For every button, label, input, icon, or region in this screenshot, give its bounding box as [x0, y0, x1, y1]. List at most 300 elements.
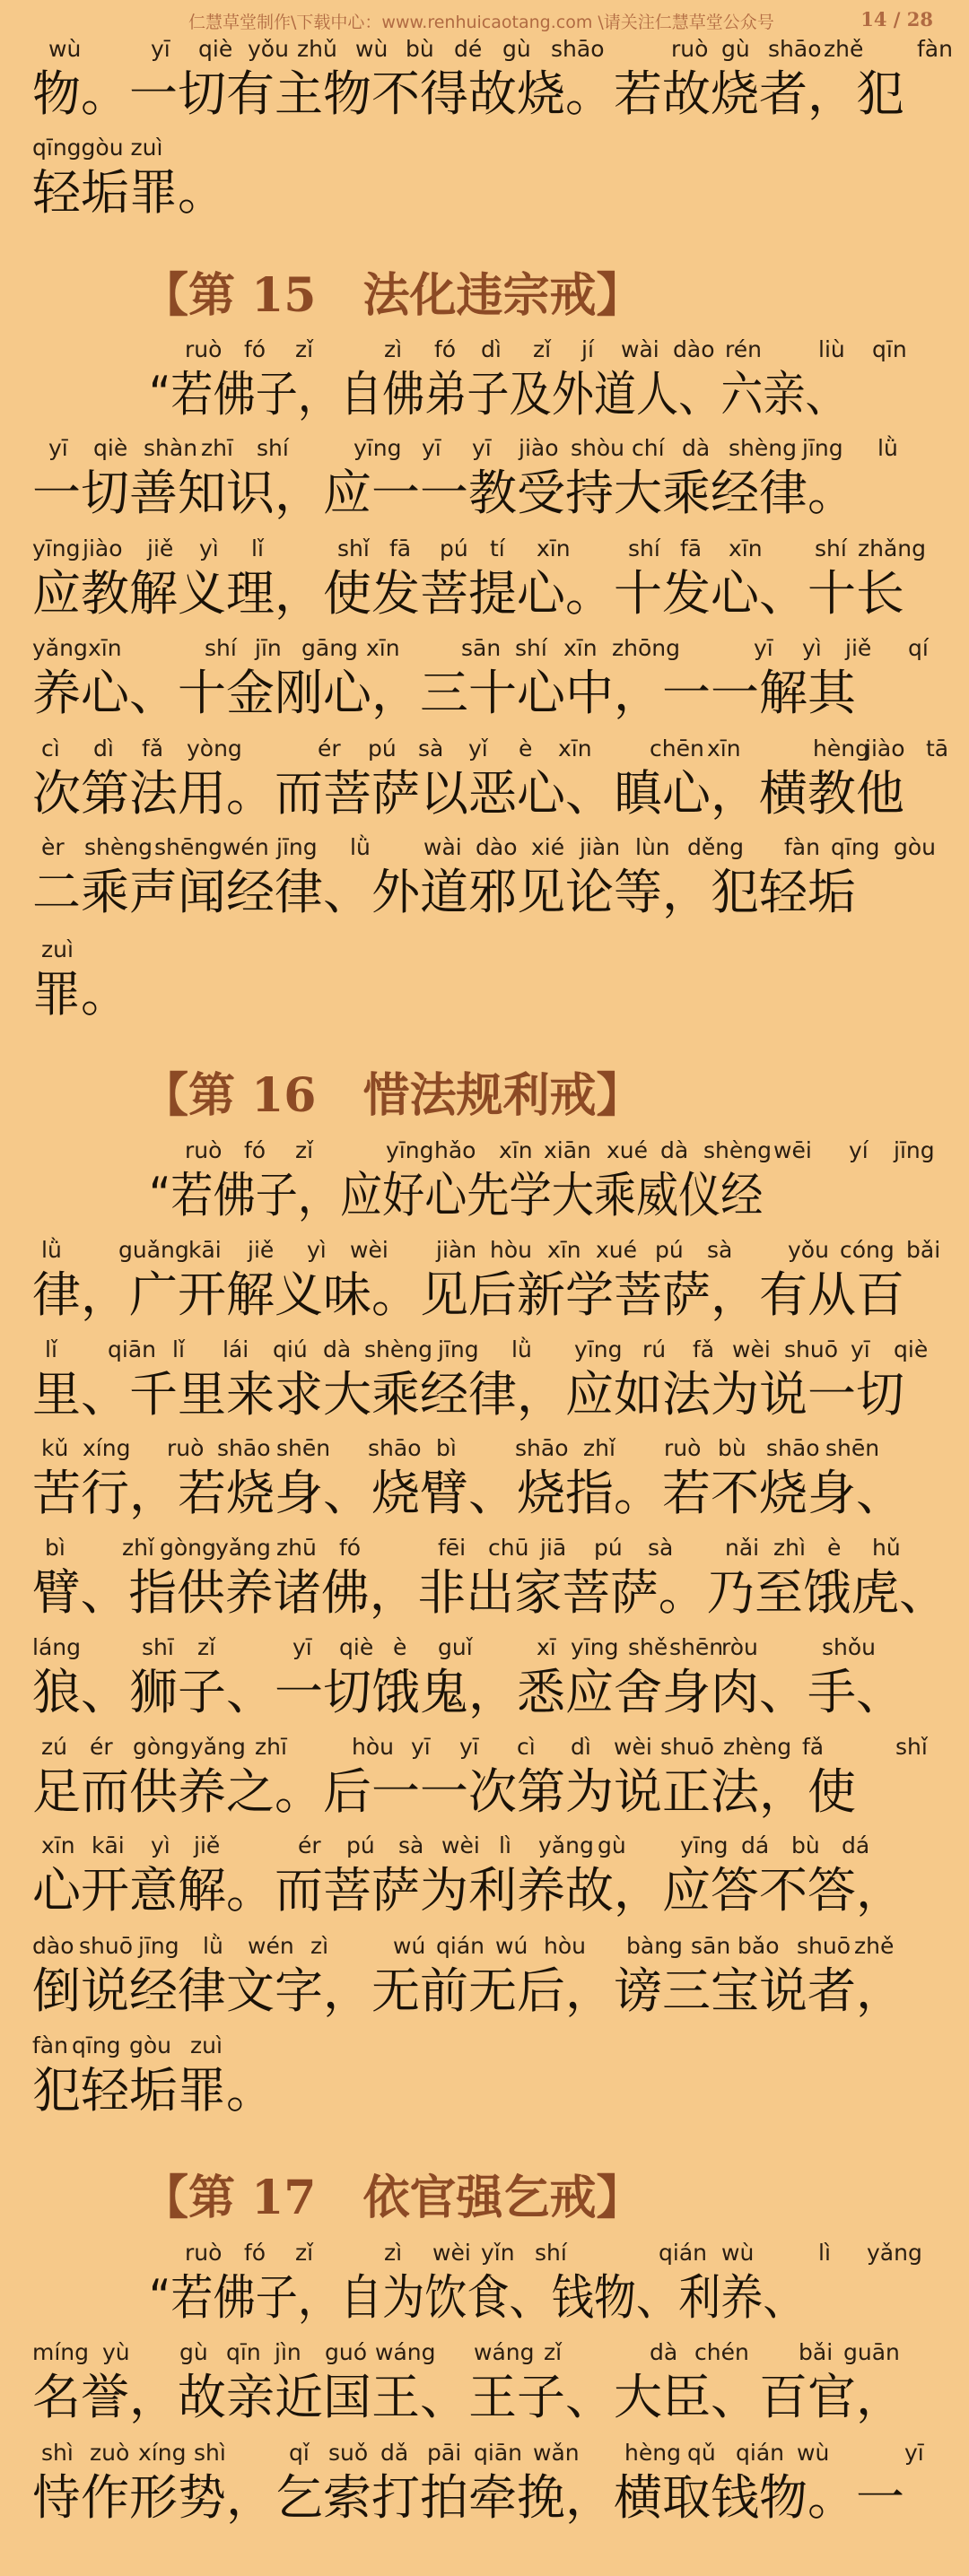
text-line: [32, 1336, 947, 1423]
pinyin-syllable: pú: [594, 1535, 623, 1561]
pinyin-syllable: dà: [660, 1137, 689, 1163]
hanzi-line: 应教解义理，使发菩提心。十发心、十长: [32, 565, 904, 622]
pinyin-syllable: cóng: [840, 1237, 895, 1263]
pinyin-syllable: shī: [142, 1634, 174, 1660]
pinyin-syllable: xīn: [499, 1137, 533, 1163]
pinyin-syllable: jīng: [138, 1933, 179, 1959]
pinyin-syllable: fàn: [32, 2032, 68, 2058]
pinyin-syllable: dà: [323, 1336, 352, 1362]
pinyin-syllable: shǐ: [337, 535, 370, 561]
pinyin-syllable: qián: [736, 2440, 784, 2466]
pinyin-syllable: xīn: [88, 635, 122, 661]
hanzi-line: 名誉，故亲近国王、王子、大臣、百官，: [32, 2369, 904, 2425]
pinyin-row: [32, 2440, 947, 2470]
pinyin-syllable: dào: [476, 834, 518, 860]
pinyin-syllable: shí: [628, 535, 660, 561]
text-line: [32, 635, 947, 721]
pinyin-syllable: jiě: [845, 635, 872, 661]
pinyin-syllable: yī: [851, 1336, 870, 1362]
hanzi-line: “若佛子，自佛弟子及外道人、六亲、: [149, 366, 848, 422]
pinyin-syllable: shì: [41, 2440, 74, 2466]
pinyin-syllable: yǎng: [867, 2240, 922, 2266]
pinyin-row: [32, 135, 947, 165]
pinyin-syllable: zhě: [824, 36, 864, 62]
pinyin-syllable: dá: [842, 1832, 870, 1858]
pinyin-syllable: shuō: [797, 1933, 851, 1959]
pinyin-syllable: shèng: [84, 834, 153, 860]
pinyin-syllable: zuò: [90, 2440, 130, 2466]
pinyin-row: [32, 336, 947, 367]
pinyin-row: [32, 1435, 947, 1466]
hanzi-line: 心开意解。而菩萨为利养故，应答不答，: [32, 1862, 904, 1919]
pinyin-syllable: suǒ: [328, 2440, 369, 2466]
pinyin-syllable: yǐ: [468, 735, 488, 761]
pinyin-syllable: shì: [194, 2440, 226, 2466]
pinyin-syllable: míng: [32, 2339, 90, 2365]
pinyin-syllable: ruò: [185, 336, 223, 362]
pinyin-syllable: lì: [818, 2240, 831, 2266]
pinyin-syllable: shǐ: [895, 1734, 928, 1760]
pinyin-syllable: ruò: [671, 36, 709, 62]
hanzi-line: 里、千里来求大乘经律，应如法为说一切: [32, 1366, 904, 1423]
pinyin-syllable: sà: [707, 1237, 733, 1263]
pinyin-syllable: ruò: [664, 1435, 702, 1461]
pinyin-syllable: xīn: [537, 535, 571, 561]
pinyin-syllable: chén: [694, 2339, 749, 2365]
pinyin-syllable: zǐ: [533, 336, 552, 362]
pinyin-syllable: gòng: [133, 1734, 189, 1760]
pinyin-syllable: zuì: [41, 936, 74, 962]
pinyin-syllable: gù: [502, 36, 531, 62]
text-line: [32, 834, 947, 920]
pinyin-syllable: è: [393, 1634, 407, 1660]
pinyin-syllable: dé: [454, 36, 483, 62]
pinyin-syllable: yīng: [680, 1832, 729, 1858]
text-line: [32, 1933, 947, 2019]
pinyin-syllable: ruò: [167, 1435, 205, 1461]
pinyin-syllable: bì: [45, 1535, 65, 1561]
text-line: [32, 735, 949, 822]
text-line: [32, 435, 947, 521]
pinyin-syllable: yī: [151, 36, 170, 62]
pinyin-syllable: xī: [537, 1634, 556, 1660]
pinyin-syllable: yǎng: [538, 1832, 594, 1858]
text-line: [32, 1237, 947, 1323]
pinyin-syllable: děng: [687, 834, 744, 860]
text-line: [32, 535, 947, 622]
pinyin-syllable: yī: [411, 1734, 431, 1760]
pinyin-syllable: lǜ: [203, 1933, 223, 1959]
pinyin-row: [32, 1237, 947, 1267]
pinyin-syllable: shèng: [729, 435, 797, 461]
pinyin-syllable: zì: [310, 1933, 329, 1959]
pinyin-syllable: chí: [632, 435, 665, 461]
pinyin-syllable: fēi: [438, 1535, 467, 1561]
text-line: [32, 1832, 947, 1919]
pinyin-syllable: shě: [628, 1634, 668, 1660]
pinyin-syllable: qiè: [339, 1634, 374, 1660]
pinyin-syllable: wú: [495, 1933, 528, 1959]
pinyin-syllable: jiě: [248, 1237, 275, 1263]
pinyin-syllable: yī: [904, 2440, 924, 2466]
pinyin-syllable: zǐ: [295, 336, 314, 362]
pinyin-syllable: fó: [244, 2240, 266, 2266]
pinyin-syllable: fǎ: [802, 1734, 825, 1760]
pinyin-syllable: qiè: [93, 435, 128, 461]
pinyin-syllable: cì: [517, 1734, 536, 1760]
pinyin-syllable: yǐn: [481, 2240, 515, 2266]
pinyin-syllable: hòu: [490, 1237, 532, 1263]
pinyin-syllable: jīn: [255, 635, 282, 661]
pinyin-syllable: qīng: [831, 834, 880, 860]
pinyin-syllable: yì: [151, 1832, 170, 1858]
pinyin-syllable: yī: [292, 1634, 312, 1660]
pinyin-syllable: dào: [32, 1933, 74, 1959]
pinyin-syllable: fā: [680, 535, 703, 561]
hanzi-line: 倒说经律文字，无前无后，谤三宝说者，: [32, 1962, 904, 2019]
pinyin-syllable: shí: [535, 2240, 567, 2266]
pinyin-syllable: xīn: [707, 735, 741, 761]
pinyin-syllable: yǎng: [190, 1734, 246, 1760]
section-heading-16: 【第 16 惜法规利戒】: [142, 1068, 643, 1123]
text-line: [32, 2339, 947, 2425]
pinyin-syllable: hǔ: [872, 1535, 901, 1561]
hanzi-line: 足而供养之。后一一次第为说正法，使: [32, 1763, 856, 1820]
hanzi-line: 物。一切有主物不得故烧。若故烧者，犯: [32, 65, 904, 122]
hanzi-line: 一切善知识，应一一教受持大乘经律。: [32, 465, 856, 521]
pinyin-syllable: zhī: [201, 435, 233, 461]
pinyin-syllable: shí: [515, 635, 547, 661]
pinyin-row: [32, 735, 947, 766]
pinyin-syllable: fàn: [917, 36, 953, 62]
pinyin-syllable: zǐ: [295, 2240, 314, 2266]
pinyin-syllable: xīn: [563, 635, 598, 661]
hanzi-line: “若佛子，自为饮食、钱物、利养、: [149, 2269, 806, 2326]
pinyin-syllable: zhǐ: [583, 1435, 615, 1461]
pinyin-syllable: dì: [93, 735, 114, 761]
pinyin-syllable: hòu: [352, 1734, 394, 1760]
pinyin-syllable: gòu: [894, 834, 937, 860]
pinyin-row: [32, 1933, 947, 1963]
pinyin-syllable: qiè: [198, 36, 233, 62]
pinyin-syllable: zhì: [773, 1535, 806, 1561]
pinyin-syllable: sà: [418, 735, 444, 761]
pinyin-syllable: pāi: [427, 2440, 462, 2466]
pinyin-syllable: hèng: [624, 2440, 681, 2466]
pinyin-syllable: shāo: [551, 36, 605, 62]
pinyin-syllable: guó: [325, 2339, 368, 2365]
pinyin-syllable: lái: [223, 1336, 249, 1362]
pinyin-syllable: shāo: [217, 1435, 271, 1461]
pinyin-syllable: wù: [721, 2240, 755, 2266]
pinyin-row: [32, 1336, 947, 1367]
pinyin-syllable: pú: [440, 535, 468, 561]
pinyin-syllable: bù: [791, 1832, 820, 1858]
pinyin-syllable: gāng: [301, 635, 358, 661]
pinyin-syllable: shuō: [660, 1734, 715, 1760]
pinyin-syllable: jiào: [519, 435, 559, 461]
pinyin-syllable: dǎ: [380, 2440, 409, 2466]
pinyin-syllable: guǎng: [118, 1237, 189, 1263]
text-line: [32, 936, 947, 1023]
pinyin-syllable: lǜ: [511, 1336, 532, 1362]
pinyin-syllable: gòu: [129, 2032, 172, 2058]
pinyin-syllable: shàn: [144, 435, 198, 461]
pinyin-syllable: èr: [41, 834, 65, 860]
pinyin-syllable: bàng: [626, 1933, 683, 1959]
pinyin-syllable: lǐ: [45, 1336, 57, 1362]
pinyin-syllable: lǐ: [251, 535, 264, 561]
pinyin-syllable: guān: [843, 2339, 900, 2365]
pinyin-syllable: zì: [384, 2240, 403, 2266]
pinyin-syllable: ròu: [721, 1634, 758, 1660]
pinyin-syllable: jiàn: [580, 834, 621, 860]
pinyin-syllable: jiě: [147, 535, 174, 561]
pinyin-syllable: hèng: [813, 735, 869, 761]
pinyin-syllable: liù: [818, 336, 845, 362]
pinyin-syllable: zhū: [276, 1535, 317, 1561]
pinyin-syllable: guǐ: [438, 1634, 473, 1660]
pinyin-syllable: ruò: [185, 1137, 223, 1163]
pinyin-syllable: xíng: [83, 1435, 131, 1461]
pinyin-syllable: shí: [205, 635, 237, 661]
pinyin-syllable: shí: [257, 435, 289, 461]
text-line: [32, 2440, 947, 2526]
text-line: [32, 336, 947, 422]
pinyin-syllable: jí: [581, 336, 594, 362]
pinyin-syllable: xīn: [547, 1237, 581, 1263]
text-line: [32, 1535, 947, 1621]
pinyin-syllable: dì: [571, 1734, 591, 1760]
pinyin-syllable: xié: [531, 834, 565, 860]
pinyin-syllable: shēn: [669, 1634, 724, 1660]
pinyin-row: [32, 1137, 947, 1168]
pinyin-syllable: lǜ: [877, 435, 898, 461]
pinyin-syllable: gù: [598, 1832, 626, 1858]
pinyin-syllable: shāo: [766, 1435, 820, 1461]
pinyin-syllable: yīng: [32, 535, 81, 561]
pinyin-syllable: dì: [481, 336, 502, 362]
pinyin-syllable: jīng: [894, 1137, 935, 1163]
pinyin-syllable: wèi: [432, 2240, 471, 2266]
pinyin-syllable: yì: [307, 1237, 327, 1263]
pinyin-syllable: ér: [298, 1832, 321, 1858]
pinyin-syllable: wài: [423, 834, 462, 860]
pinyin-syllable: shāo: [768, 36, 822, 62]
pinyin-syllable: zǐ: [295, 1137, 314, 1163]
pinyin-row: [32, 535, 947, 566]
pinyin-syllable: xīn: [558, 735, 592, 761]
pinyin-syllable: dà: [650, 2339, 678, 2365]
pinyin-syllable: shēn: [276, 1435, 331, 1461]
pinyin-syllable: zuì: [190, 2032, 223, 2058]
pinyin-syllable: jīng: [802, 435, 843, 461]
pinyin-syllable: yī: [422, 435, 441, 461]
pinyin-syllable: sān: [461, 635, 502, 661]
pinyin-syllable: fā: [389, 535, 412, 561]
pinyin-syllable: wēi: [773, 1137, 812, 1163]
pinyin-syllable: fó: [339, 1535, 362, 1561]
pinyin-syllable: qīn: [226, 2339, 261, 2365]
pinyin-syllable: wèi: [732, 1336, 771, 1362]
pinyin-syllable: wén: [223, 834, 269, 860]
pinyin-syllable: gù: [721, 36, 750, 62]
pinyin-syllable: hòu: [544, 1933, 586, 1959]
pinyin-syllable: wù: [48, 36, 82, 62]
text-line: [32, 135, 947, 221]
pinyin-syllable: pú: [346, 1832, 375, 1858]
hanzi-line: 次第法用。而菩萨以恶心、瞋心，横教他: [32, 765, 904, 822]
pinyin-row: [32, 635, 947, 666]
hanzi-line: 养心、十金刚心，三十心中，一一解其: [32, 665, 856, 721]
pinyin-syllable: sān: [691, 1933, 731, 1959]
text-line: [32, 1734, 947, 1820]
pinyin-syllable: qiān: [474, 2440, 522, 2466]
pinyin-syllable: lùn: [635, 834, 670, 860]
pinyin-syllable: qiān: [108, 1336, 156, 1362]
pinyin-syllable: shēn: [825, 1435, 880, 1461]
pinyin-syllable: dà: [682, 435, 711, 461]
pinyin-syllable: zǐ: [197, 1634, 216, 1660]
pinyin-syllable: lì: [499, 1832, 511, 1858]
pinyin-syllable: xīn: [729, 535, 763, 561]
pinyin-syllable: tí: [490, 535, 505, 561]
pinyin-syllable: wáng: [375, 2339, 436, 2365]
pinyin-row: [32, 2339, 947, 2370]
pinyin-syllable: gòng: [160, 1535, 216, 1561]
pinyin-syllable: yì: [802, 635, 822, 661]
pinyin-syllable: yǎng: [32, 635, 88, 661]
pinyin-syllable: zhǔ: [297, 36, 337, 62]
text-line: [32, 1137, 947, 1223]
pinyin-syllable: qīng: [72, 2032, 121, 2058]
pinyin-syllable: yīng: [354, 435, 402, 461]
pinyin-syllable: jiàn: [436, 1237, 477, 1263]
pinyin-syllable: chēn: [650, 735, 704, 761]
pinyin-syllable: rén: [725, 336, 762, 362]
pinyin-syllable: wén: [248, 1933, 294, 1959]
pinyin-syllable: qǐ: [289, 2440, 310, 2466]
hanzi-line: 律，广开解义味。见后新学菩萨，有从百: [32, 1266, 904, 1323]
pinyin-syllable: chū: [488, 1535, 529, 1561]
pinyin-syllable: bù: [406, 36, 434, 62]
pinyin-syllable: bì: [436, 1435, 457, 1461]
pinyin-row: [32, 1634, 947, 1665]
pinyin-row: [32, 1535, 947, 1565]
pinyin-syllable: fó: [244, 336, 266, 362]
page-number: 14 / 28: [860, 8, 933, 30]
pinyin-syllable: jiào: [865, 735, 905, 761]
pinyin-syllable: shí: [815, 535, 847, 561]
pinyin-syllable: zhǎng: [858, 535, 927, 561]
pinyin-syllable: jīng: [438, 1336, 479, 1362]
pinyin-syllable: zhī: [255, 1734, 287, 1760]
pinyin-syllable: wù: [797, 2440, 830, 2466]
pinyin-syllable: kāi: [188, 1237, 222, 1263]
pinyin-syllable: shāo: [515, 1435, 569, 1461]
pinyin-row: [32, 2032, 947, 2063]
pinyin-syllable: yí: [849, 1137, 869, 1163]
pinyin-syllable: zhōng: [612, 635, 680, 661]
pinyin-syllable: bǎi: [906, 1237, 941, 1263]
pinyin-syllable: shāo: [368, 1435, 422, 1461]
pinyin-syllable: shèng: [703, 1137, 772, 1163]
pinyin-syllable: tā: [926, 735, 949, 761]
pinyin-syllable: láng: [32, 1634, 81, 1660]
pinyin-syllable: zhǐ: [122, 1535, 154, 1561]
pinyin-row: [32, 435, 947, 466]
hanzi-line: 二乘声闻经律、外道邪见论等，犯轻垢: [32, 864, 856, 920]
pinyin-syllable: bǎo: [738, 1933, 780, 1959]
pinyin-syllable: yīng: [571, 1634, 619, 1660]
pinyin-syllable: yù: [102, 2339, 130, 2365]
pinyin-syllable: wèi: [614, 1734, 652, 1760]
pinyin-syllable: fàn: [784, 834, 820, 860]
pinyin-syllable: kǔ: [41, 1435, 69, 1461]
pinyin-syllable: qí: [908, 635, 929, 661]
hanzi-line: 恃作形势，乞索打拍牵挽，横取钱物。一: [32, 2469, 904, 2526]
pinyin-syllable: yǒu: [248, 36, 289, 62]
pinyin-syllable: lǜ: [41, 1237, 62, 1263]
pinyin-syllable: rú: [642, 1336, 667, 1362]
pinyin-syllable: lǜ: [350, 834, 371, 860]
pinyin-syllable: sà: [648, 1535, 674, 1561]
header-source-text: 仁慧草堂制作\下载中心：www.renhuicaotang.com \请关注仁慧草堂公众号: [188, 13, 774, 32]
pinyin-syllable: gù: [179, 2339, 208, 2365]
pinyin-syllable: jìn: [275, 2339, 301, 2365]
text-line: [32, 1435, 947, 1521]
pinyin-syllable: shēng: [154, 834, 223, 860]
pinyin-syllable: qiú: [273, 1336, 308, 1362]
pinyin-syllable: qián: [436, 1933, 484, 1959]
pinyin-syllable: bǎi: [799, 2339, 834, 2365]
pinyin-syllable: wú: [393, 1933, 426, 1959]
pinyin-syllable: fó: [434, 336, 457, 362]
pinyin-syllable: xué: [607, 1137, 649, 1163]
pinyin-syllable: lǐ: [172, 1336, 185, 1362]
hanzi-line: 犯轻垢罪。: [32, 2062, 275, 2119]
pinyin-syllable: shuō: [79, 1933, 134, 1959]
section-heading-15: 【第 15 法化违宗戒】: [142, 268, 643, 323]
text-line: [32, 2032, 947, 2119]
pinyin-syllable: xíng: [138, 2440, 187, 2466]
pinyin-syllable: zì: [384, 336, 403, 362]
hanzi-line: 轻垢罪。: [32, 164, 226, 221]
hanzi-line: 苦行，若烧身、烧臂、烧指。若不烧身、: [32, 1465, 904, 1521]
pinyin-syllable: yī: [754, 635, 773, 661]
pinyin-syllable: qǔ: [687, 2440, 716, 2466]
pinyin-syllable: jiā: [540, 1535, 567, 1561]
pinyin-syllable: cì: [41, 735, 60, 761]
pinyin-syllable: nǎi: [725, 1535, 760, 1561]
pinyin-syllable: ruò: [185, 2240, 223, 2266]
pinyin-syllable: zǐ: [544, 2339, 563, 2365]
pinyin-row: [32, 834, 947, 865]
pinyin-syllable: shǒu: [822, 1634, 877, 1660]
pinyin-syllable: qiè: [894, 1336, 929, 1362]
pinyin-syllable: yì: [199, 535, 219, 561]
text-line: [32, 1634, 947, 1720]
pinyin-syllable: wèi: [441, 1832, 480, 1858]
pinyin-syllable: wù: [355, 36, 388, 62]
pinyin-syllable: dào: [673, 336, 715, 362]
pinyin-syllable: shèng: [364, 1336, 432, 1362]
pinyin-syllable: fǎ: [693, 1336, 715, 1362]
hanzi-line: 狼、狮子、一切饿鬼，悉应舍身肉、手、: [32, 1664, 904, 1720]
pinyin-syllable: qián: [659, 2240, 707, 2266]
pinyin-syllable: pú: [655, 1237, 684, 1263]
pinyin-syllable: ér: [318, 735, 341, 761]
